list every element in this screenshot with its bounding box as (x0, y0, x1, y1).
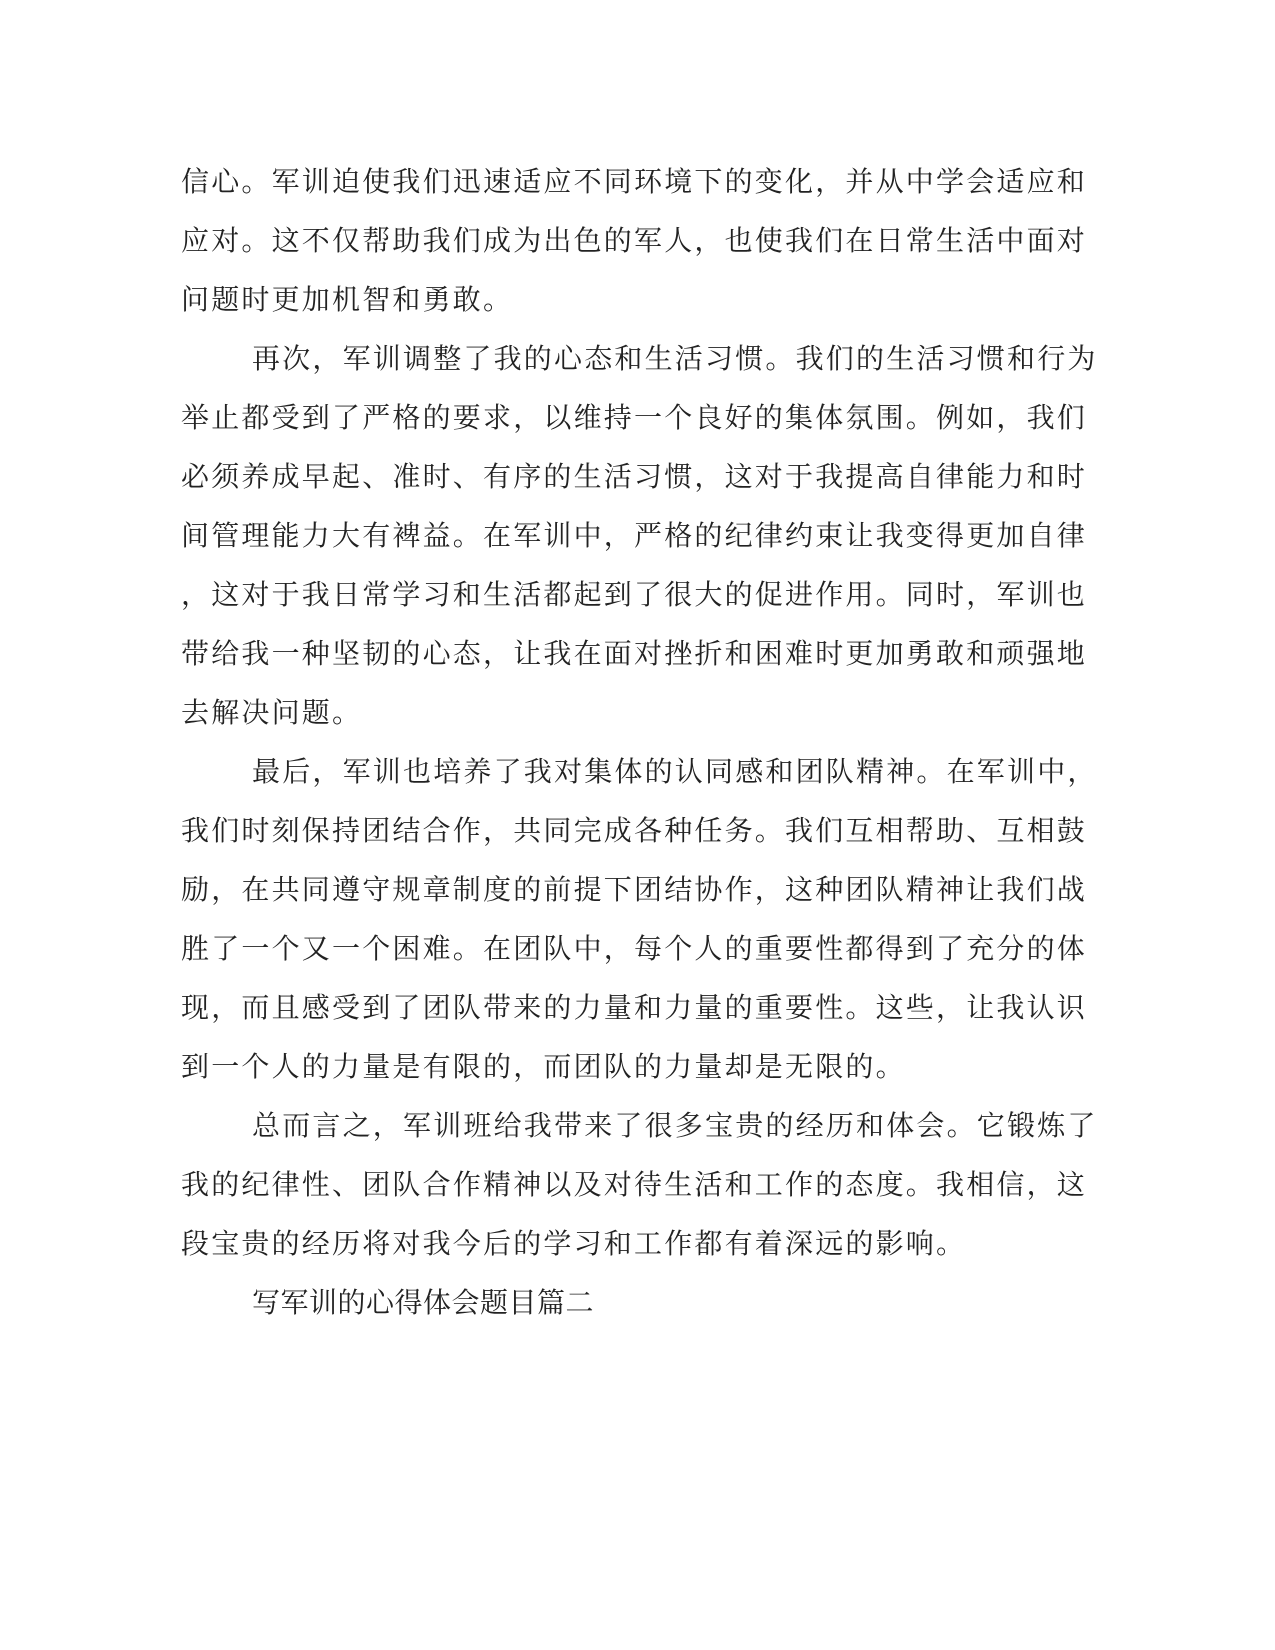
paragraph-line: ，这对于我日常学习和生活都起到了很大的促进作用。同时，军训也 (181, 578, 1088, 611)
paragraph-line: 励，在共同遵守规章制度的前提下团结协作，这种团队精神让我们战 (181, 873, 1088, 906)
paragraph-line: 去解决问题。 (181, 696, 363, 729)
section-heading: 写军训的心得体会题目篇二 (252, 1286, 595, 1319)
paragraph-line: 信心。军训迫使我们迅速适应不同环境下的变化，并从中学会适应和 (181, 165, 1088, 198)
paragraph-line: 问题时更加机智和勇敢。 (181, 283, 514, 316)
paragraph-line: 举止都受到了严格的要求，以维持一个良好的集体氛围。例如，我们 (181, 401, 1088, 434)
paragraph-line: 现，而且感受到了团队带来的力量和力量的重要性。这些，让我认识 (181, 991, 1088, 1024)
paragraph-2 (181, 329, 1098, 742)
paragraph-line: 到一个人的力量是有限的，而团队的力量却是无限的。 (181, 1050, 906, 1083)
paragraph-line: 最后，军训也培养了我对集体的认同感和团队精神。在军训中， (252, 755, 1098, 788)
paragraph-line: 间管理能力大有裨益。在军训中，严格的纪律约束让我变得更加自律 (181, 519, 1088, 552)
paragraph-line: 再次，军训调整了我的心态和生活习惯。我们的生活习惯和行为 (252, 342, 1098, 375)
paragraph-4 (181, 1096, 1098, 1273)
paragraph-line: 段宝贵的经历将对我今后的学习和工作都有着深远的影响。 (181, 1227, 967, 1260)
paragraph-line: 总而言之，军训班给我带来了很多宝贵的经历和体会。它锻炼了 (252, 1109, 1098, 1142)
paragraph-line: 我的纪律性、团队合作精神以及对待生活和工作的态度。我相信，这 (181, 1168, 1088, 1201)
paragraph-line: 应对。这不仅帮助我们成为出色的军人，也使我们在日常生活中面对 (181, 224, 1088, 257)
paragraph-line: 必须养成早起、准时、有序的生活习惯，这对于我提高自律能力和时 (181, 460, 1088, 493)
paragraph-line: 我们时刻保持团结合作，共同完成各种任务。我们互相帮助、互相鼓 (181, 814, 1088, 847)
paragraph-1 (181, 152, 1088, 329)
document-body (181, 152, 1098, 1332)
paragraph-line: 胜了一个又一个困难。在团队中，每个人的重要性都得到了充分的体 (181, 932, 1088, 965)
paragraph-line: 带给我一种坚韧的心态，让我在面对挫折和困难时更加勇敢和顽强地 (181, 637, 1088, 670)
paragraph-3 (181, 742, 1098, 1096)
